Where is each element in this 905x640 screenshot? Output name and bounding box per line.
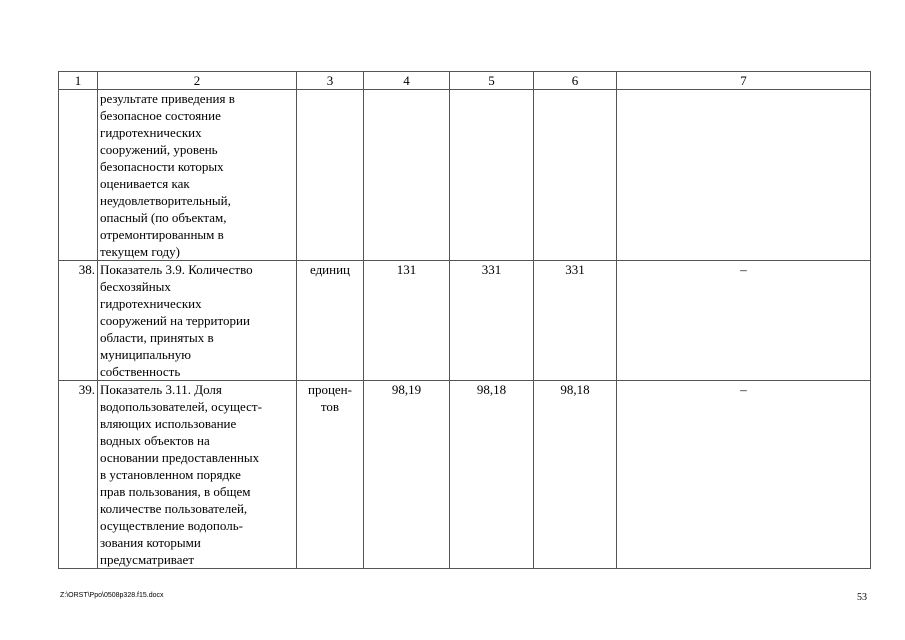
- indicator-description: [98, 261, 297, 381]
- value-col-4: [364, 90, 450, 261]
- header-row: [59, 72, 871, 90]
- indicator-description-line: результате приведения в: [100, 91, 235, 106]
- note-col-7: –: [617, 381, 871, 569]
- indicator-description-line: водных объектов на: [100, 433, 210, 448]
- unit-cell: [297, 90, 364, 261]
- value-col-4: 98,19: [364, 381, 450, 569]
- col-header-2: 2: [98, 72, 297, 90]
- col-header-6: 6: [534, 72, 617, 90]
- indicator-description-line: области, принятых в: [100, 330, 214, 345]
- row-number: [59, 90, 98, 261]
- indicator-description-line: основании предоставленных: [100, 450, 260, 465]
- indicator-description-line: зования которыми: [100, 535, 201, 550]
- indicator-description-line: предусматривает: [100, 552, 194, 567]
- unit-cell: [297, 261, 364, 381]
- page-number: 53: [857, 592, 867, 603]
- indicator-description-line: опасный (по объектам,: [100, 210, 227, 225]
- indicator-description-line: водопользователей, осущест-: [100, 399, 262, 414]
- indicator-description-line: бесхозяйных: [100, 279, 171, 294]
- indicator-description-line: вляющих использование: [100, 416, 237, 431]
- col-header-7: 7: [617, 72, 871, 90]
- table-row: [59, 261, 871, 381]
- footer-file-path: Z:\ORST\Ppo\0508p328.f15.docx: [60, 592, 164, 599]
- indicator-description-line: Показатель 3.9. Количество: [100, 262, 253, 277]
- indicator-description-line: количестве пользователей,: [100, 501, 248, 516]
- indicator-description-line: неудовлетворительный,: [100, 193, 231, 208]
- indicator-description-line: прав пользования, в общем: [100, 484, 251, 499]
- indicator-description-line: собственность: [100, 364, 181, 379]
- col-header-1: 1: [59, 72, 98, 90]
- note-col-7: –: [617, 261, 871, 381]
- indicator-description-line: в установленном порядке: [100, 467, 241, 482]
- row-number: 38.: [59, 261, 98, 381]
- indicator-description-line: оценивается как: [100, 176, 190, 191]
- indicator-description-line: сооружений, уровень: [100, 142, 218, 157]
- indicator-table: [58, 71, 871, 569]
- indicator-description-line: гидротехнических: [100, 125, 202, 140]
- col-header-3: 3: [297, 72, 364, 90]
- unit-cell-line: единиц: [309, 262, 351, 277]
- indicator-description: [98, 90, 297, 261]
- row-number: 39.: [59, 381, 98, 569]
- note-col-7: [617, 90, 871, 261]
- indicator-description-line: отремонтированным в: [100, 227, 224, 242]
- col-header-5: 5: [450, 72, 534, 90]
- value-col-5: [450, 90, 534, 261]
- indicator-description-line: муниципальную: [100, 347, 191, 362]
- table-row: [59, 381, 871, 569]
- indicator-description-line: осуществление водополь-: [100, 518, 243, 533]
- indicator-description-line: сооружений на территории: [100, 313, 250, 328]
- unit-cell-line: процен-: [308, 382, 352, 397]
- value-col-6: 331: [534, 261, 617, 381]
- value-col-6: [534, 90, 617, 261]
- unit-cell: [297, 381, 364, 569]
- indicator-description: [98, 381, 297, 569]
- unit-cell-line: тов: [320, 399, 340, 414]
- indicator-description-line: безопасности которых: [100, 159, 224, 174]
- col-header-4: 4: [364, 72, 450, 90]
- indicator-description-line: текущем году): [100, 244, 180, 259]
- table-row: [59, 90, 871, 261]
- indicator-description-line: безопасное состояние: [100, 108, 221, 123]
- value-col-4: 131: [364, 261, 450, 381]
- value-col-5: 98,18: [450, 381, 534, 569]
- value-col-6: 98,18: [534, 381, 617, 569]
- indicator-description-line: Показатель 3.11. Доля: [100, 382, 222, 397]
- indicator-description-line: гидротехнических: [100, 296, 202, 311]
- value-col-5: 331: [450, 261, 534, 381]
